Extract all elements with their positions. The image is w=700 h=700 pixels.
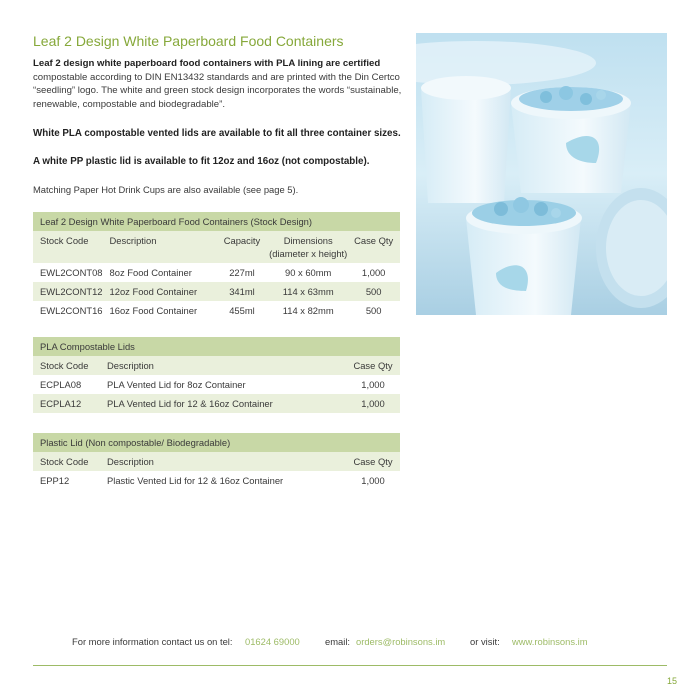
- table-title: PLA Compostable Lids: [33, 337, 400, 356]
- intro-lead: Leaf 2 design white paperboard food containers with PLA lining are certified: [33, 58, 381, 69]
- containers-table: [33, 212, 400, 320]
- cell-description: PLA Vented Lid for 12 & 16oz Container: [100, 394, 346, 413]
- footer-email-link[interactable]: orders@robinsons.im: [356, 636, 446, 647]
- col-dimensions-label: Dimensions: [283, 235, 333, 246]
- footer-phone: 01624 69000: [245, 636, 300, 647]
- col-description: Description: [100, 356, 346, 375]
- col-case-qty: Case Qty: [347, 231, 400, 263]
- col-dimensions: [269, 231, 347, 263]
- matching-cups-note: Matching Paper Hot Drink Cups are also available (see page 5).: [33, 184, 299, 195]
- col-case-qty: Case Qty: [346, 452, 400, 471]
- cell-description: 16oz Food Container: [109, 305, 198, 316]
- intro-body: compostable according to DIN EN13432 standards and are printed with the Din Certco “seedling” logo. The white and green stock design incorporates the words “sustainable, renewable, compostable and biodegradable”.: [33, 71, 402, 110]
- table-row: [33, 375, 400, 394]
- table-row: [33, 282, 400, 301]
- product-photo: [416, 33, 667, 315]
- table-row: [33, 471, 400, 490]
- pla-lids-table: [33, 337, 400, 413]
- cell-stock-code: EWL2CONT08: [40, 267, 103, 278]
- note-pp-lid: A white PP plastic lid is available to fit 12oz and 16oz (not compostable).: [33, 156, 370, 167]
- cell-capacity: 455ml: [229, 305, 255, 316]
- cell-stock-code: EWL2CONT16: [40, 305, 103, 316]
- cell-stock-code: ECPLA08: [40, 379, 82, 390]
- cell-case-qty: 1,000: [361, 475, 385, 486]
- cell-case-qty: 500: [347, 282, 400, 301]
- col-dimensions-sub: (diameter x height): [269, 248, 348, 259]
- footer-visit-label: or visit:: [470, 636, 500, 647]
- table-row: [33, 301, 400, 320]
- col-description: Description: [103, 231, 215, 263]
- cell-case-qty: 500: [365, 305, 382, 316]
- cell-stock-code: EWL2CONT12: [33, 282, 103, 301]
- cell-description: PLA Vented Lid for 8oz Container: [107, 379, 246, 390]
- table-row: [33, 394, 400, 413]
- col-capacity: Capacity: [215, 231, 269, 263]
- cell-description: Plastic Vented Lid for 12 & 16oz Container: [107, 475, 284, 486]
- footer-lead: For more information contact us on tel:: [72, 636, 233, 647]
- page-title: Leaf 2 Design White Paperboard Food Containers: [33, 33, 344, 49]
- cell-description: 8oz Food Container: [109, 267, 192, 278]
- cell-case-qty: 1,000: [361, 379, 385, 390]
- note-pla-lids: White PLA compostable vented lids are available to fit all three container sizes.: [33, 128, 401, 139]
- col-description: Description: [100, 452, 346, 471]
- cell-capacity: 227ml: [229, 267, 255, 278]
- cell-description: 12oz Food Container: [103, 282, 215, 301]
- cell-dimensions: 114 x 82mm: [282, 305, 334, 316]
- cell-dimensions: 114 x 63mm: [269, 282, 347, 301]
- cell-case-qty: 1,000: [346, 394, 400, 413]
- col-stock-code: Stock Code: [33, 356, 100, 375]
- cell-stock-code: ECPLA12: [33, 394, 100, 413]
- intro-paragraph: [33, 57, 405, 111]
- footer-divider: [33, 665, 667, 666]
- cell-dimensions: 90 x 60mm: [285, 267, 332, 278]
- footer-email-label: email:: [325, 636, 351, 647]
- cell-case-qty: 1,000: [361, 267, 386, 278]
- col-stock-code: Stock Code: [33, 231, 103, 263]
- cell-capacity: 341ml: [215, 282, 269, 301]
- table-title: Plastic Lid (Non compostable/ Biodegradable): [33, 433, 400, 452]
- col-case-qty: Case Qty: [346, 356, 400, 375]
- cell-stock-code: EPP12: [40, 475, 70, 486]
- table-title: Leaf 2 Design White Paperboard Food Containers (Stock Design): [33, 212, 400, 231]
- plastic-lid-table: [33, 433, 400, 490]
- page-number: 15: [666, 676, 677, 686]
- table-row: [33, 263, 400, 282]
- footer-website-link[interactable]: www.robinsons.im: [512, 636, 588, 647]
- col-stock-code: Stock Code: [33, 452, 100, 471]
